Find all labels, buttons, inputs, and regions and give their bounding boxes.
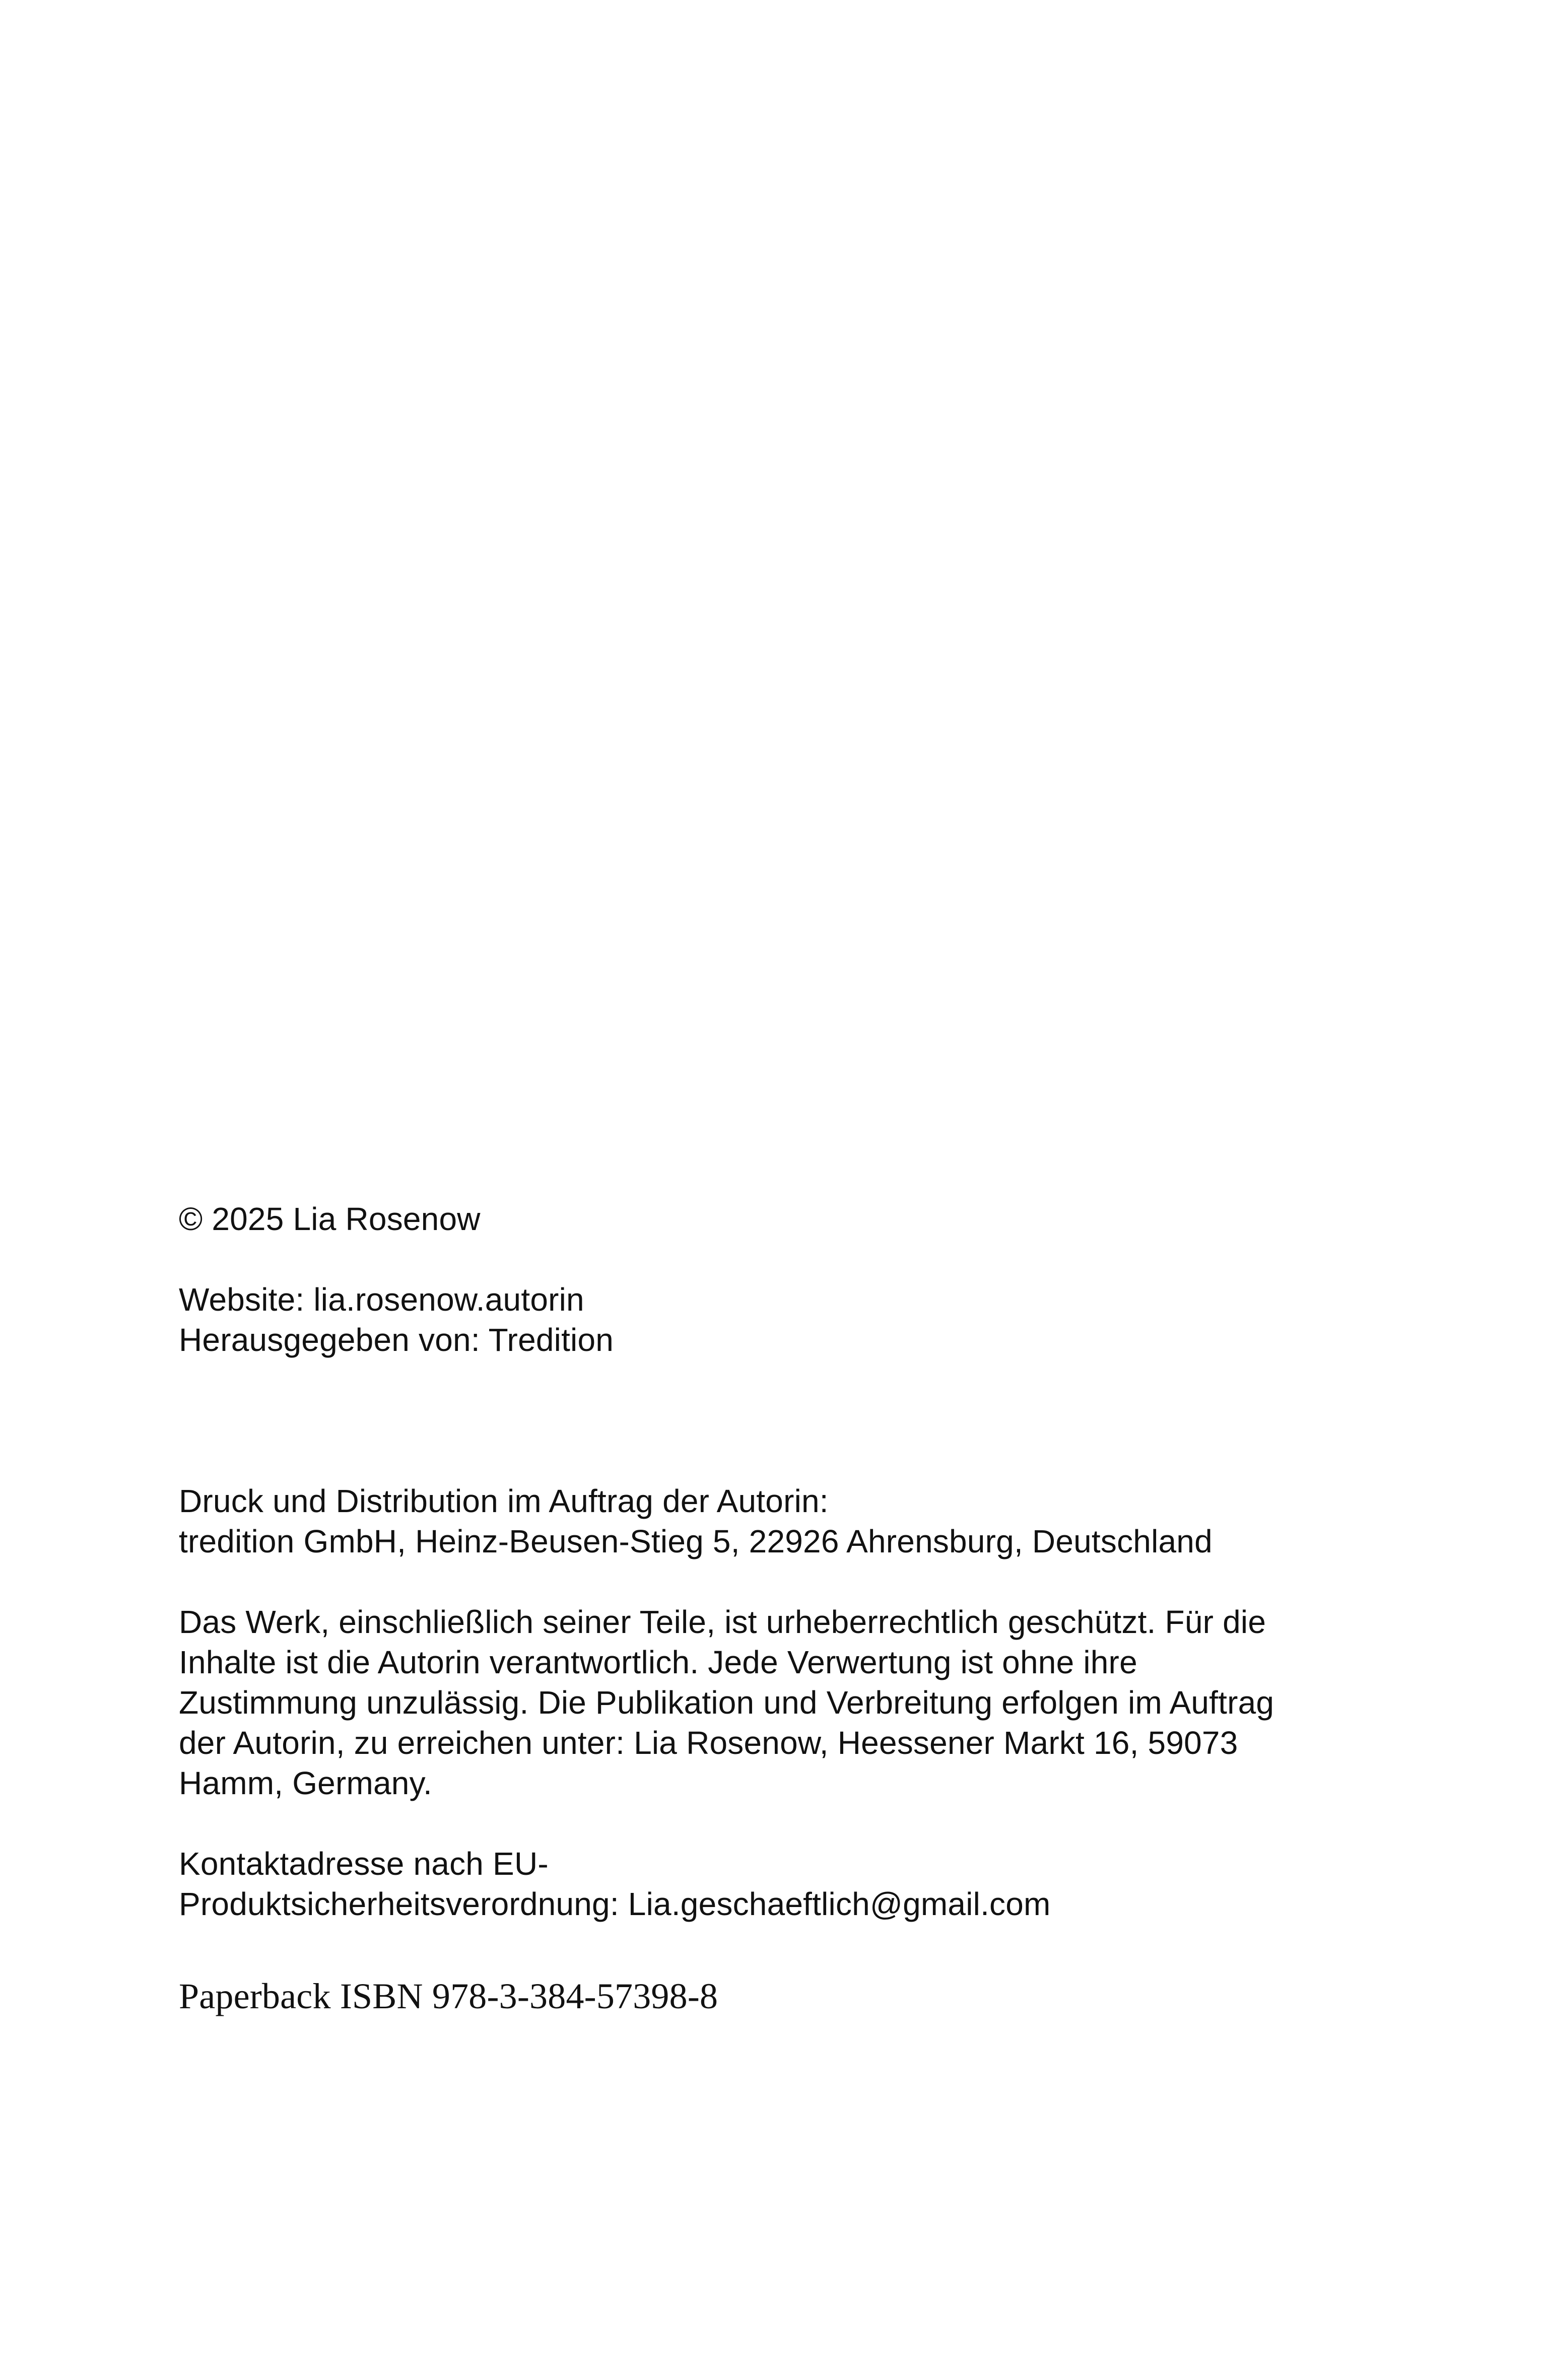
legal-line: Zustimmung unzulässig. Die Publikation und Verbreitung erfolgen im Auftrag <box>179 1684 1274 1721</box>
print-distribution-info <box>179 1481 1413 1561</box>
copyright-legal-notice <box>179 1602 1413 1803</box>
copyright-notice: © 2025 Lia Rosenow <box>179 1201 481 1237</box>
isbn-line: Paperback ISBN 978-3-384-57398-8 <box>179 1976 718 2016</box>
legal-line: Inhalte ist die Autorin verantwortlich. Jede Verwertung ist ohne ihre <box>179 1644 1137 1680</box>
legal-line: Das Werk, einschließlich seiner Teile, ist urheberrechtlich geschützt. Für die <box>179 1604 1266 1640</box>
contact-line: Produktsicherheitsverordnung: Lia.geschaeftlich@gmail.com <box>179 1886 1051 1922</box>
contact-line: Kontaktadresse nach EU- <box>179 1846 549 1882</box>
print-distribution-heading: Druck und Distribution im Auftrag der Autorin: <box>179 1483 829 1519</box>
copyright-block <box>179 1199 1413 1239</box>
website-line: Website: lia.rosenow.autorin <box>179 1281 584 1318</box>
eu-contact-info <box>179 1844 1413 1924</box>
legal-line: Hamm, Germany. <box>179 1765 433 1801</box>
publisher-info <box>179 1279 1413 1360</box>
legal-line: der Autorin, zu erreichen unter: Lia Rosenow, Heessener Markt 16, 59073 <box>179 1725 1238 1761</box>
publisher-line: Herausgegeben von: Tredition <box>179 1322 614 1358</box>
imprint-text <box>179 1199 1413 2018</box>
print-distribution-address: tredition GmbH, Heinz-Beusen-Stieg 5, 22926 Ahrensburg, Deutschland <box>179 1523 1213 1559</box>
